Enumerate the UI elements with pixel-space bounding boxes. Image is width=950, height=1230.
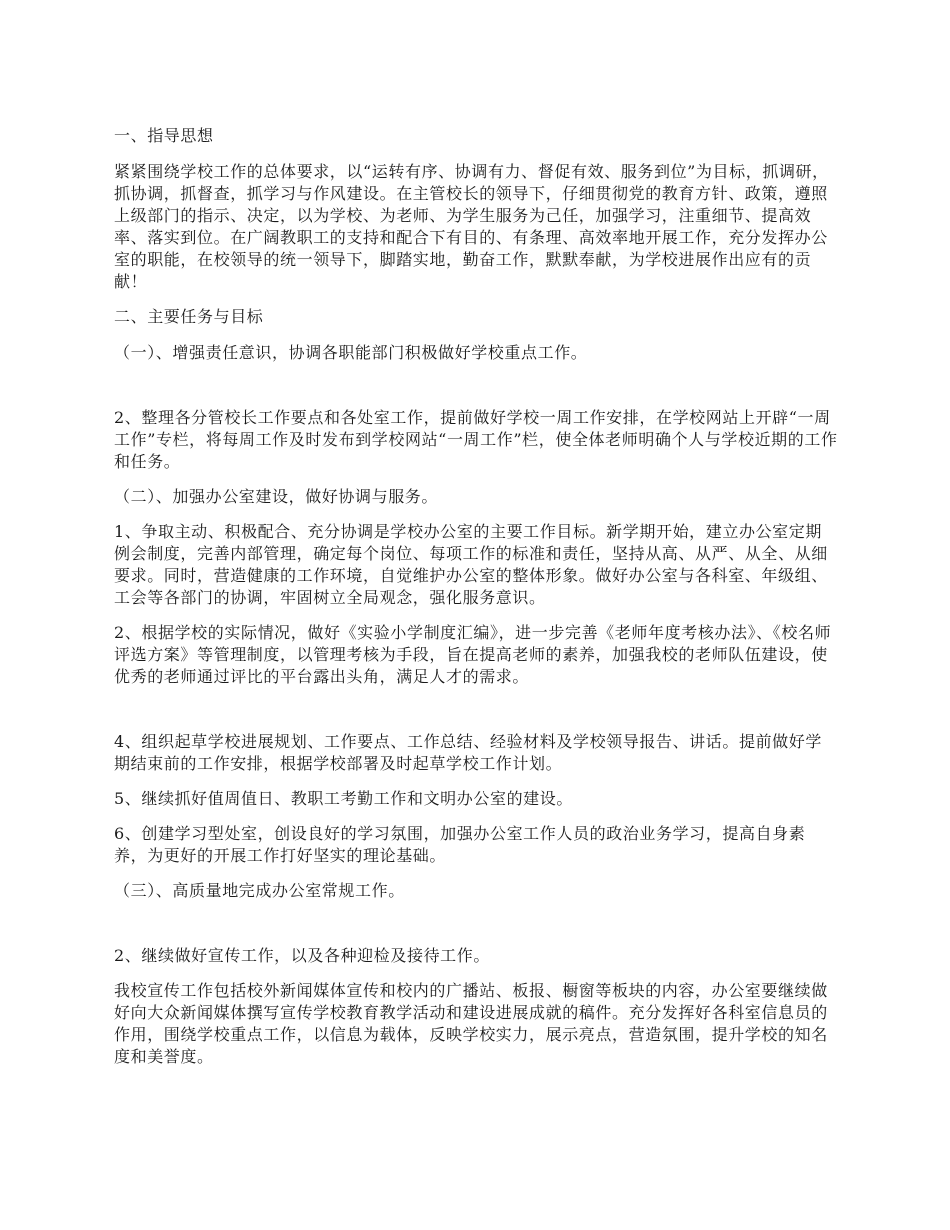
paragraph-item-2-regulations: 2、根据学校的实际情况，做好《实验小学制度汇编》，进一步完善《老师年度考核办法》、《校名师评选方案》等管理制度，以管理考核为手段，旨在提高老师的素养，加强我校的老师队伍建设，使优秀的老师通过评比的平台露出头角，满足人才的需求。	[114, 623, 832, 686]
subheading-part-1: （一）、增强责任意识，协调各职能部门积极做好学校重点工作。	[114, 343, 588, 362]
paragraph-guiding-ideology: 紧紧围绕学校工作的总体要求，以“运转有序、协调有力、督促有效、服务到位”为目标，抓调研，抓协调，抓督查，抓学习与作风建设。在主管校长的领导下，仔细贯彻党的教育方针、政策，遵照上级部门的指示、决定，以为学校、为老师、为学生服务为己任，加强学习，注重细节、提高效率、落实到位。在广阔教职工的支持和配合下有目的、有条理、高效率地开展工作，充分发挥办公室的职能，在校领导的统一领导下，脚踏实地，勤奋工作，默默奉献，为学校进展作出应有的贡献！	[114, 162, 829, 291]
paragraph-item-4-drafting: 4、组织起草学校进展规划、工作要点、工作总结、经验材料及学校领导报告、讲话。提前做好学期结束前的工作安排，根据学校部署及时起草学校工作计划。	[114, 732, 822, 773]
section-heading-main-tasks: 二、主要任务与目标	[114, 307, 264, 326]
paragraph-item-6-learning: 6、创建学习型处室，创设良好的学习氛围，加强办公室工作人员的政治业务学习，提高自身素养，为更好的开展工作打好坚实的理论基础。	[114, 824, 806, 865]
paragraph-item-2-weekly-work: 2、整理各分管校长工作要点和各处室工作，提前做好学校一周工作安排，在学校网站上开辟“一周工作”专栏，将每周工作及时发布到学校网站“一周工作”栏，使全体老师明确个人与学校近期的工作和任务。	[114, 408, 838, 471]
blank-gap	[114, 701, 838, 731]
subheading-part-2: （二）、加强办公室建设，做好协调与服务。	[114, 487, 439, 506]
paragraph-item-2-publicity: 2、继续做好宣传工作，以及各种迎检及接待工作。	[114, 946, 490, 965]
blank-gap	[114, 377, 838, 407]
paragraph-publicity-details: 我校宣传工作包括校外新闻媒体宣传和校内的广播站、板报、橱窗等板块的内容，办公室要继续做好向大众新闻媒体撰写宣传学校教育教学活动和建设进展成就的稿件。充分发挥好各科室信息员的作用，围绕学校重点工作，以信息为载体，反映学校实力，展示亮点，营造氛围，提升学校的知名度和美誉度。	[114, 981, 828, 1066]
paragraph-item-1-office-goals: 1、争取主动、积极配合、充分协调是学校办公室的主要工作目标。新学期开始，建立办公室定期例会制度，完善内部管理，确定每个岗位、每项工作的标准和责任，坚持从高、从严、从全、从细要求。同时，营造健康的工作环境，自觉维护办公室的整体形象。做好办公室与各科室、年级组、工会等各部门的协调，牢固树立全局观念，强化服务意识。	[114, 522, 828, 607]
subheading-part-3: （三）、高质量地完成办公室常规工作。	[114, 881, 405, 900]
blank-gap	[114, 915, 838, 945]
section-heading-guiding-ideology: 一、指导思想	[114, 126, 214, 145]
paragraph-item-5-duty: 5、继续抓好值周值日、教职工考勤工作和文明办公室的建设。	[114, 789, 573, 808]
